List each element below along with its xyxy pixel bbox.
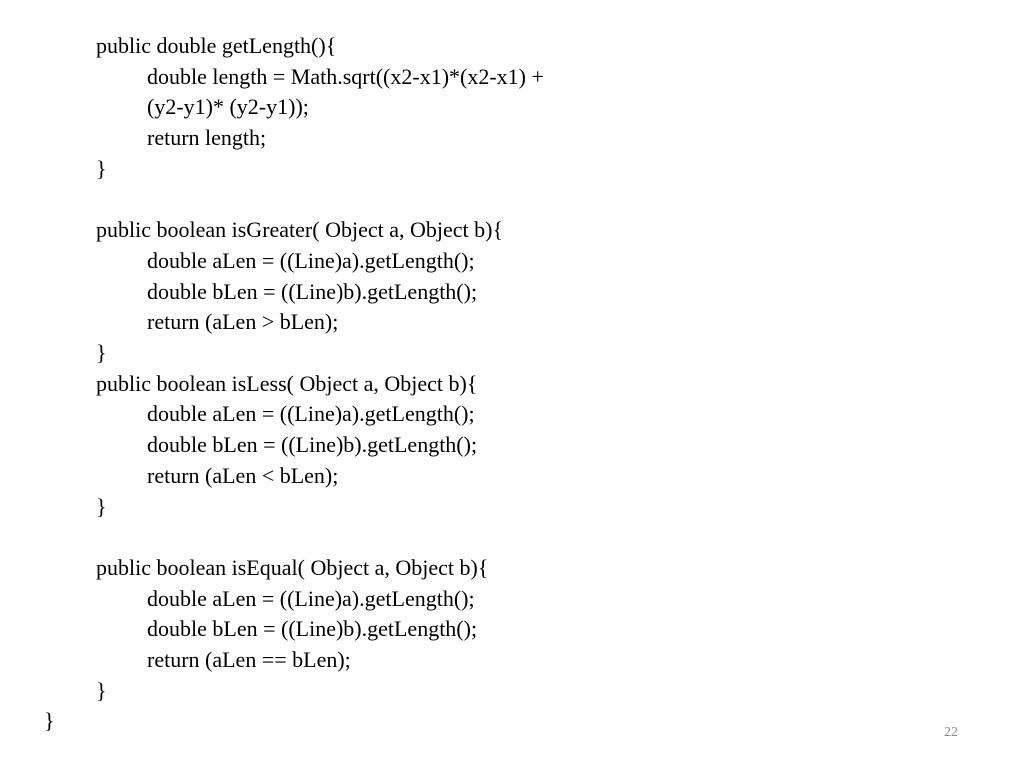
code-line: (y2-y1)* (y2-y1)); [147, 94, 309, 120]
code-line: return length; [147, 125, 267, 151]
code-line: double bLen = ((Line)b).getLength(); [147, 278, 478, 304]
code-line: public double getLength(){ [96, 33, 337, 58]
code-line: } [96, 340, 107, 365]
code-line: double aLen = ((Line)a).getLength(); [147, 585, 475, 611]
code-line: } [96, 677, 107, 703]
code-line: double bLen = ((Line)b).getLength(); [147, 432, 478, 458]
code-line: } [96, 493, 107, 519]
code-line: double aLen = ((Line)a).getLength(); [147, 401, 475, 427]
code-line: } [96, 155, 107, 181]
code-line: public boolean isGreater( Object a, Object b){ [96, 217, 504, 243]
code-line: public boolean isEqual( Object a, Object b){ [96, 554, 489, 580]
code-line: double length = Math.sqrt((x2-x1)*(x2-x1) + [147, 63, 544, 89]
code-line: return (aLen < bLen); [147, 462, 339, 488]
code-line: public boolean isLess( Object a, Object b){ [96, 370, 478, 396]
code-line: double bLen = ((Line)b).getLength(); [147, 616, 478, 642]
code-line: return (aLen > bLen); [147, 309, 339, 335]
code-line: double aLen = ((Line)a).getLength(); [147, 247, 475, 273]
code-line: return (aLen == bLen); [147, 647, 351, 672]
code-line: } [44, 708, 55, 734]
page-number: 22 [944, 725, 958, 740]
